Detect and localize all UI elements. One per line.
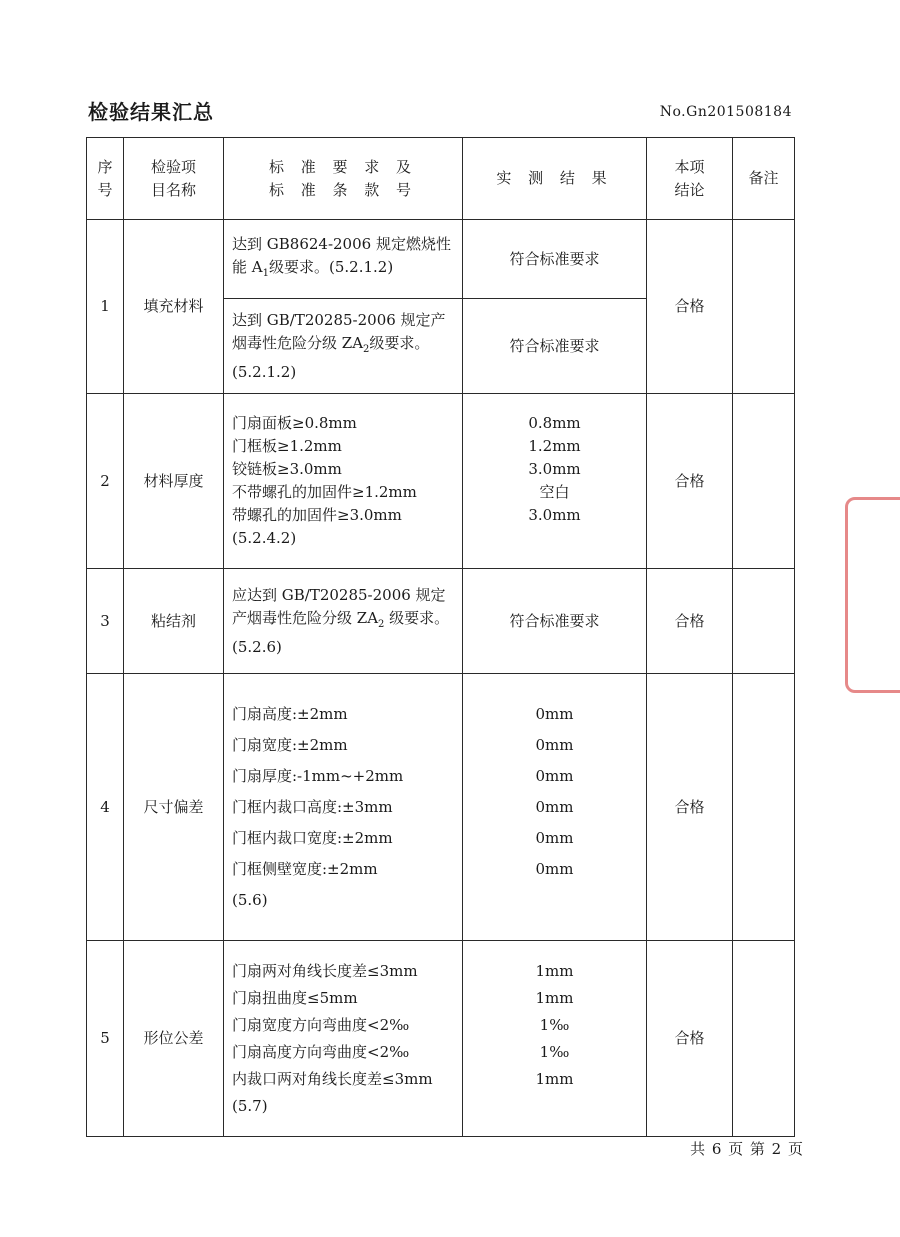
row-remark xyxy=(733,674,795,941)
std-line: 门扇面板≥0.8mm xyxy=(232,414,357,432)
table-row xyxy=(87,569,795,674)
report-number: No.Gn201508184 xyxy=(659,104,792,120)
std-line: (5.6) xyxy=(232,890,268,909)
std-line: 内裁口两对角线长度差≤3mm xyxy=(232,1069,433,1088)
row-item: 尺寸偏差 xyxy=(124,674,224,941)
result-line: 1mm xyxy=(535,1069,574,1088)
row-conclusion: 合格 xyxy=(647,941,733,1137)
std-line: 门扇宽度:±2mm xyxy=(232,735,348,754)
inspection-results-table xyxy=(86,137,795,1137)
row-result: 符合标准要求 xyxy=(463,299,647,394)
std-line: 门框内裁口高度:±3mm xyxy=(232,797,393,816)
row-standard: 达到 GB8624-2006 规定燃烧性能 $A_1$级要求。(5.2.1.2) xyxy=(224,220,463,299)
page-footer: 共 6 页 第 2 页 xyxy=(690,1140,804,1158)
row-seq: 4 xyxy=(87,674,124,941)
red-seal-stamp xyxy=(845,497,900,693)
page-title: 检验结果汇总 xyxy=(88,100,214,124)
result-line: 1‰ xyxy=(539,1015,570,1034)
std-line: 带螺孔的加固件≥3.0mm xyxy=(232,506,402,524)
std-line: (5.2.4.2) xyxy=(232,529,297,547)
result-line: 0mm xyxy=(535,797,574,816)
result-line: 1mm xyxy=(535,961,574,980)
header-result: 实 测 结 果 xyxy=(463,138,647,220)
result-spacer xyxy=(464,527,645,550)
result-line: 空白 xyxy=(539,483,570,501)
row-remark xyxy=(733,569,795,674)
row-remark xyxy=(733,941,795,1137)
row-standard xyxy=(224,941,463,1137)
result-line: 3.0mm xyxy=(528,506,581,524)
table-row xyxy=(87,674,795,941)
std-line: 门扇高度:±2mm xyxy=(232,704,348,723)
std-line: 门扇厚度:-1mm~+2mm xyxy=(232,766,404,785)
row-remark xyxy=(733,220,795,394)
std-line: 门框内裁口宽度:±2mm xyxy=(232,828,393,847)
std-line: 门扇高度方向弯曲度<2‰ xyxy=(232,1042,410,1061)
row-item: 材料厚度 xyxy=(124,394,224,569)
table-header-row xyxy=(87,138,795,220)
row-standard: 应达到 GB/T20285-2006 规定产烟毒性危险分级 $ZA_2$ 级要求。(5.2.6) xyxy=(224,569,463,674)
row-item: 形位公差 xyxy=(124,941,224,1137)
row-seq: 2 xyxy=(87,394,124,569)
row-seq: 1 xyxy=(87,220,124,394)
result-line: 1mm xyxy=(535,988,574,1007)
result-line: 3.0mm xyxy=(528,460,581,478)
row-item: 粘结剂 xyxy=(124,569,224,674)
row-result: 符合标准要求 xyxy=(463,569,647,674)
result-spacer xyxy=(464,1093,645,1120)
result-spacer xyxy=(464,885,645,916)
row-conclusion: 合格 xyxy=(647,394,733,569)
result-line: 0.8mm xyxy=(528,414,581,432)
std-line: 门框侧壁宽度:±2mm xyxy=(232,859,378,878)
std-line: 不带螺孔的加固件≥1.2mm xyxy=(232,483,417,501)
row-item: 填充材料 xyxy=(124,220,224,394)
std-line: 门扇扭曲度≤5mm xyxy=(232,988,358,1007)
row-standard: 达到 GB/T20285-2006 规定产烟毒性危险分级 $ZA_2$级要求。(5.2.1.2) xyxy=(224,299,463,394)
header-remark: 备注 xyxy=(733,138,795,220)
result-line: 1.2mm xyxy=(528,437,581,455)
std-line: 铰链板≥3.0mm xyxy=(232,460,342,478)
result-line: 1‰ xyxy=(539,1042,570,1061)
table-row xyxy=(87,394,795,569)
row-conclusion: 合格 xyxy=(647,220,733,394)
header-seq: 序 号 xyxy=(87,138,124,220)
result-line: 0mm xyxy=(535,704,574,723)
row-result xyxy=(463,941,647,1137)
result-line: 0mm xyxy=(535,828,574,847)
row-result: 符合标准要求 xyxy=(463,220,647,299)
table-row xyxy=(87,941,795,1137)
row-remark xyxy=(733,394,795,569)
row-conclusion: 合格 xyxy=(647,569,733,674)
result-line: 0mm xyxy=(535,735,574,754)
std-line: 门扇宽度方向弯曲度<2‰ xyxy=(232,1015,410,1034)
row-result xyxy=(463,394,647,569)
row-conclusion: 合格 xyxy=(647,674,733,941)
std-line: 门扇两对角线长度差≤3mm xyxy=(232,961,418,980)
table-row xyxy=(87,220,795,299)
row-standard xyxy=(224,674,463,941)
result-line: 0mm xyxy=(535,859,574,878)
row-result xyxy=(463,674,647,941)
header-standard: 标 准 要 求 及 标 准 条 款 号 xyxy=(224,138,463,220)
row-seq: 3 xyxy=(87,569,124,674)
row-seq: 5 xyxy=(87,941,124,1137)
std-line: 门框板≥1.2mm xyxy=(232,437,342,455)
header-item: 检验项 目名称 xyxy=(124,138,224,220)
header-conclusion: 本项 结论 xyxy=(647,138,733,220)
result-line: 0mm xyxy=(535,766,574,785)
row-standard xyxy=(224,394,463,569)
std-line: (5.7) xyxy=(232,1096,268,1115)
